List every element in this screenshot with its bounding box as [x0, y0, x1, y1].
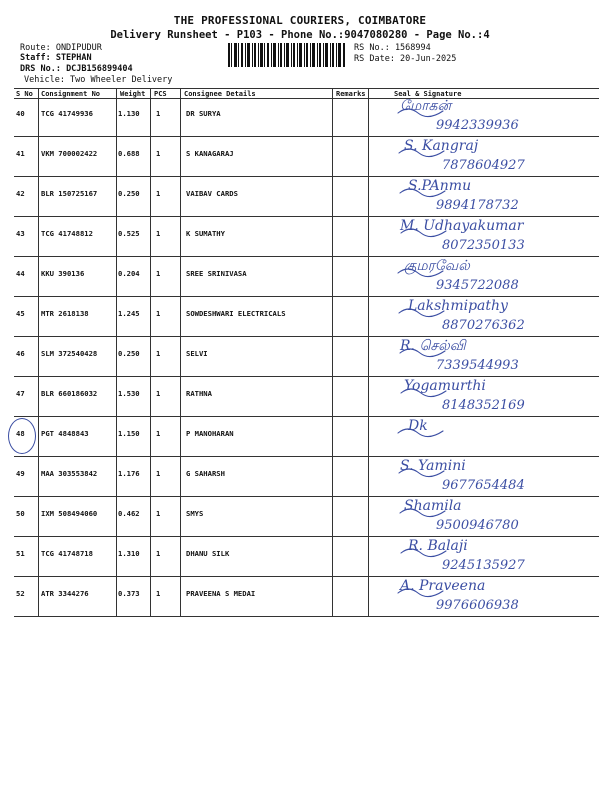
sno-cell: 49: [16, 469, 25, 478]
sno-cell: 40: [16, 109, 25, 118]
table-row: [14, 456, 599, 496]
sno-cell: 51: [16, 549, 25, 558]
consignment-cell: TCG 41748812: [41, 229, 93, 238]
signature-name: M. Udhayakumar: [400, 218, 524, 234]
runsheet-subtitle: Delivery Runsheet - P103 - Phone No.:9047080280 - Page No.:4: [110, 29, 490, 41]
sno-cell: 41: [16, 149, 25, 158]
consignment-cell: PGT 4848843: [41, 429, 89, 438]
table-row: [14, 136, 599, 176]
handwritten-signature: [370, 376, 600, 416]
sno-cell: 42: [16, 189, 25, 198]
consignment-cell: ATR 3344276: [41, 589, 89, 598]
pcs-cell: 1: [156, 389, 161, 398]
vehicle-label: Vehicle: Two Wheeler Delivery: [24, 75, 173, 85]
pcs-cell: 1: [156, 429, 161, 438]
signature-name: R. Balaji: [408, 538, 468, 554]
consignment-cell: MTR 2618138: [41, 309, 89, 318]
pcs-cell: 1: [156, 269, 161, 278]
signature-name: Lakshmipathy: [408, 298, 508, 314]
route-label: Route: ONDIPUDUR: [20, 43, 102, 53]
pcs-cell: 1: [156, 189, 161, 198]
signature-phone: 7339544993: [436, 358, 519, 373]
drs-number: [20, 64, 133, 75]
handwritten-signature: [370, 96, 600, 136]
row-divider: [14, 616, 599, 617]
weight-cell: 0.250: [118, 189, 140, 198]
pcs-cell: 1: [156, 229, 161, 238]
signature-name: Shamila: [404, 498, 462, 514]
col-header-weight: Weight: [120, 90, 146, 98]
signature-phone: 7878604927: [442, 158, 525, 173]
rs-date: RS Date: 20-Jun-2025: [354, 54, 457, 64]
col-header-consignee: Consignee Details: [184, 90, 256, 98]
consignee-cell: SOWDESHWARI ELECTRICALS: [186, 309, 286, 318]
barcode: [228, 43, 346, 67]
table-row: [14, 296, 599, 336]
weight-cell: 1.130: [118, 109, 140, 118]
weight-cell: 1.310: [118, 549, 140, 558]
pcs-cell: 1: [156, 309, 161, 318]
pcs-cell: 1: [156, 469, 161, 478]
consignee-cell: VAIBAV CARDS: [186, 189, 238, 198]
consignment-cell: BLR 660186032: [41, 389, 98, 398]
signature-phone: 9677654484: [442, 478, 525, 493]
signature-phone: 9500946780: [436, 518, 519, 533]
signature-name: குமரவேல்: [404, 258, 470, 274]
signature-name: S.PAnmu: [408, 178, 472, 194]
table-row: [14, 416, 599, 456]
col-header-consignment: Consignment No: [41, 90, 101, 98]
signature-phone: 9245135927: [442, 558, 525, 573]
handwritten-signature: [370, 496, 600, 536]
sno-cell: 50: [16, 509, 25, 518]
table-row: [14, 96, 599, 136]
consignment-cell: TCG 41748718: [41, 549, 93, 558]
consignee-cell: G SAHARSH: [186, 469, 225, 478]
company-title: THE PROFESSIONAL COURIERS, COIMBATORE: [173, 14, 427, 27]
staff-label: Staff: STEPHAN: [20, 53, 92, 63]
consignment-cell: IXM 508494060: [41, 509, 98, 518]
consignee-cell: DHANU SILK: [186, 549, 230, 558]
table-row: [14, 176, 599, 216]
pcs-cell: 1: [156, 509, 161, 518]
signature-name: S. Kangraj: [404, 138, 479, 154]
handwritten-signature: [370, 296, 600, 336]
weight-cell: 1.150: [118, 429, 140, 438]
signature-name: Dk: [408, 418, 428, 434]
signature-phone: 9894178732: [436, 198, 519, 213]
sno-cell: 52: [16, 589, 25, 598]
consignee-cell: P MANOHARAN: [186, 429, 234, 438]
handwritten-signature: [370, 576, 600, 616]
consignment-cell: VKM 700002422: [41, 149, 98, 158]
pcs-cell: 1: [156, 349, 161, 358]
sno-cell: 46: [16, 349, 25, 358]
col-header-remarks: Remarks: [336, 90, 366, 98]
signature-name: Yogamurthi: [404, 378, 486, 394]
handwritten-signature: [370, 136, 600, 176]
table-row: [14, 376, 599, 416]
signature-phone: 8072350133: [442, 238, 525, 253]
table-row: [14, 576, 599, 616]
col-header-seal: Seal & Signature: [394, 90, 462, 98]
table-top-border: [14, 88, 599, 89]
consignee-cell: PRAVEENA S MEDAI: [186, 589, 256, 598]
col-header-sno: S No: [16, 90, 33, 98]
handwritten-signature: [370, 416, 600, 456]
consignment-cell: MAA 303553842: [41, 469, 98, 478]
handwritten-signature: [370, 456, 600, 496]
signature-phone: 9345722088: [436, 278, 519, 293]
signature-phone: 9976606938: [436, 598, 519, 613]
pcs-cell: 1: [156, 109, 161, 118]
pcs-cell: 1: [156, 589, 161, 598]
weight-cell: 0.204: [118, 269, 140, 278]
pcs-cell: 1: [156, 149, 161, 158]
consignee-cell: RATHNA: [186, 389, 212, 398]
consignee-cell: SELVI: [186, 349, 208, 358]
sno-cell: 45: [16, 309, 25, 318]
signature-phone: 9942339936: [436, 118, 519, 133]
sno-cell: 48: [16, 429, 25, 438]
drs-label: DRS No.:: [20, 64, 67, 74]
weight-cell: 1.245: [118, 309, 140, 318]
table-row: [14, 496, 599, 536]
signature-name: மோகன்: [400, 98, 452, 114]
signature-phone: 8148352169: [442, 398, 525, 413]
consignee-cell: SMYS: [186, 509, 204, 518]
sno-cell: 43: [16, 229, 25, 238]
rs-number: RS No.: 1568994: [354, 43, 431, 53]
signature-phone: 8870276362: [442, 318, 525, 333]
table-row: [14, 336, 599, 376]
pcs-cell: 1: [156, 549, 161, 558]
drs-value: DCJB156899404: [66, 64, 133, 74]
weight-cell: 0.525: [118, 229, 140, 238]
weight-cell: 1.176: [118, 469, 140, 478]
consignment-cell: BLR 150725167: [41, 189, 98, 198]
signature-name: S. Yamini: [400, 458, 466, 474]
weight-cell: 0.462: [118, 509, 140, 518]
circled-mark: [8, 418, 36, 454]
consignment-cell: SLM 372540428: [41, 349, 98, 358]
table-row: [14, 216, 599, 256]
table-row: [14, 536, 599, 576]
consignee-cell: DR SURYA: [186, 109, 221, 118]
consignee-cell: S KANAGARAJ: [186, 149, 234, 158]
consignee-cell: SREE SRINIVASA: [186, 269, 247, 278]
handwritten-signature: [370, 256, 600, 296]
consignment-cell: TCG 41749936: [41, 109, 93, 118]
signature-name: A. Praveena: [400, 578, 486, 594]
weight-cell: 0.250: [118, 349, 140, 358]
table-row: [14, 256, 599, 296]
handwritten-signature: [370, 216, 600, 256]
sno-cell: 44: [16, 269, 25, 278]
consignment-cell: KKU 390136: [41, 269, 85, 278]
consignee-cell: K SUMATHY: [186, 229, 225, 238]
col-header-pcs: PCS: [154, 90, 167, 98]
handwritten-signature: [370, 536, 600, 576]
handwritten-signature: [370, 176, 600, 216]
weight-cell: 0.688: [118, 149, 140, 158]
weight-cell: 1.530: [118, 389, 140, 398]
signature-name: R. செல்வி: [400, 338, 466, 354]
handwritten-signature: [370, 336, 600, 376]
sno-cell: 47: [16, 389, 25, 398]
weight-cell: 0.373: [118, 589, 140, 598]
